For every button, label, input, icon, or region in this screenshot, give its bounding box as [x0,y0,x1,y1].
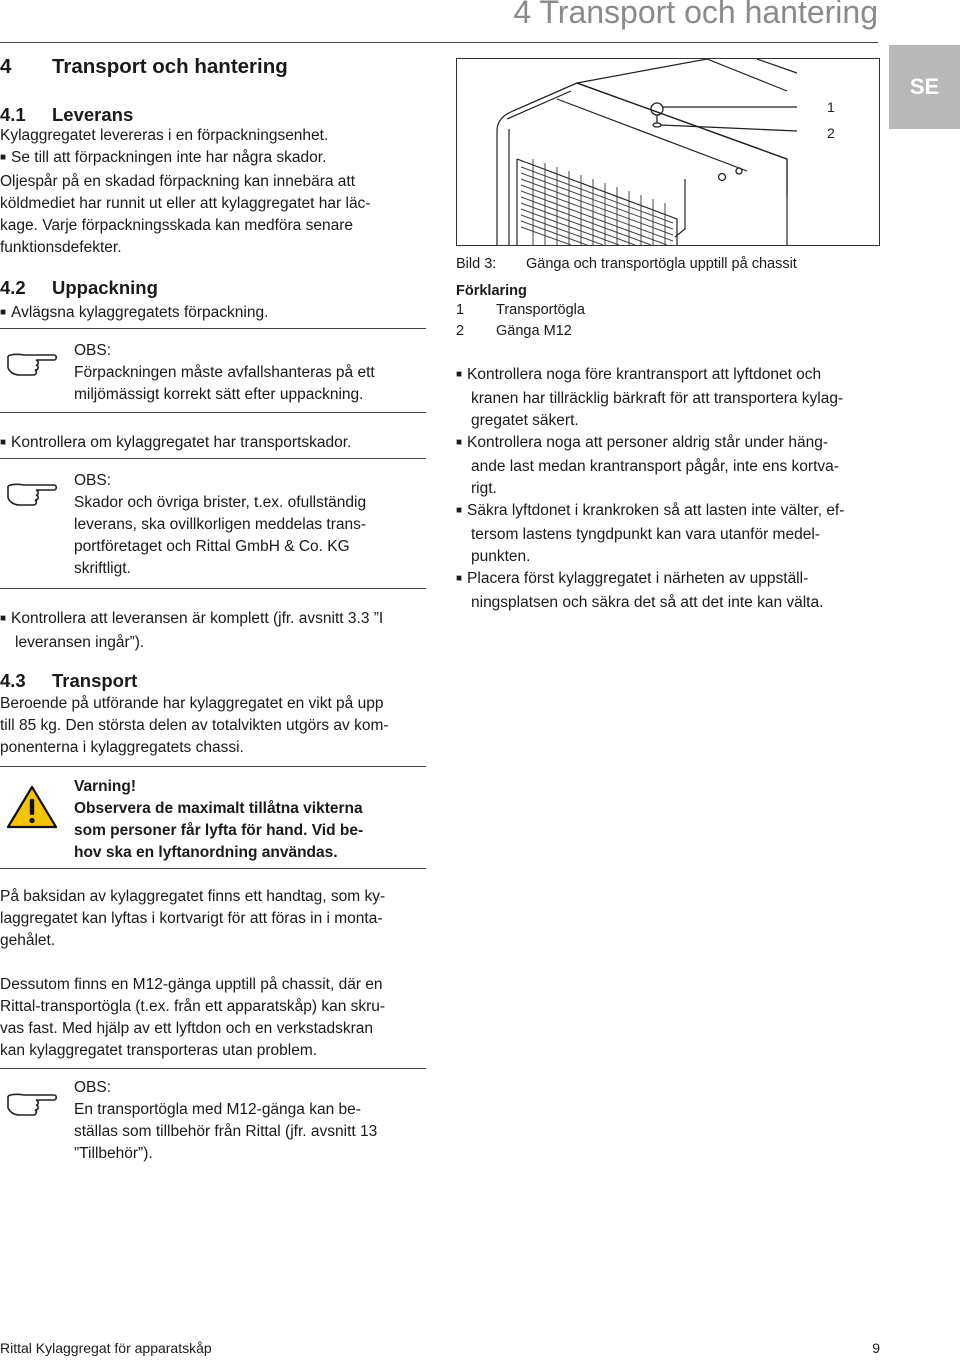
legend-title: Förklaring [456,283,527,299]
text-line: Dessutom finns en M12-gänga upptill på chassit, där en [0,976,383,993]
callout-2: 2 [827,125,835,141]
text-line: Beroende på utförande har kylaggregatet en vikt på upp [0,695,384,712]
text-line: gehålet. [0,932,56,949]
text-line: köldmediet har runnit ut eller att kylaggregatet har läc- [0,195,371,212]
note-line: En transportögla med M12-gänga kan be- [74,1101,361,1118]
legend-text: Gänga M12 [496,323,572,339]
pointing-hand-icon [6,476,58,508]
cooling-unit-illustration [457,59,880,246]
subsection-title: Transport [52,670,138,691]
subsection-heading-transport [0,670,137,692]
legend-list [456,300,585,342]
note-line: Förpackningen måste avfallshanteras på ett [74,364,375,381]
note-rule-top [0,1068,426,1069]
note-line: leverans, ska ovillkorligen meddelas trans- [74,516,367,533]
note-line: Skador och övriga brister, t.ex. ofullständig [74,494,367,511]
bullet-text: kranen har tillräcklig bärkraft för att transportera kylag- [471,390,844,407]
note-uppackning [74,340,375,406]
text-line: ponenterna i kylaggregatets chassi. [0,739,244,756]
note-transportogla [74,1077,377,1165]
note-line: ställas som tillbehör från Rittal (jfr. avsnitt 13 [74,1123,378,1140]
language-tab: SE [889,45,960,129]
note-rule-bottom [0,412,426,413]
text-line: kage. Varje förpackningsskada kan medföra senare [0,217,353,234]
note-line: skriftligt. [74,560,131,577]
bullet-text: Kontrollera att leveransen är komplett (jfr. avsnitt 3.3 ”I [11,610,384,627]
subsection-heading-uppackning [0,277,158,299]
note-rule-top [0,328,426,329]
pointing-hand-icon [6,346,58,378]
transport-paragraph [0,693,389,759]
text-line: laggregatet kan lyftas i kortvarigt för att föras in i monta- [0,910,383,927]
running-header: 4 Transport och hantering [513,0,878,30]
note-label: OBS: [74,342,112,359]
bullet-text: Se till att förpackningen inte har några skador. [11,149,327,166]
text-line: Rittal-transportögla (t.ex. från ett apparatskåp) kan skru- [0,998,386,1015]
warning-rule-top [0,766,426,767]
bullet-text: ningsplatsen och säkra det så att det inte kan välta. [471,594,824,611]
text-line: till 85 kg. Den största delen av totalvikten utgörs av kom- [0,717,389,734]
note-label: OBS: [74,1079,112,1096]
callout-1: 1 [827,99,835,115]
text-line: På baksidan av kylaggregatet finns ett handtag, som ky- [0,888,386,905]
text-line: funktionsdefekter. [0,239,122,256]
leverans-text [0,125,370,259]
legend-num: 2 [456,323,465,339]
bullet-text: Avlägsna kylaggregatets förpackning. [11,304,269,321]
warning-label: Varning! [74,778,137,795]
page-number: 9 [872,1340,880,1356]
right-bullets [456,364,844,614]
caption-label: Bild 3: [456,256,497,272]
caption-text: Gänga och transportögla upptill på chassit [526,256,797,272]
legend-item [456,300,585,321]
subsection-number: 4.3 [0,670,26,691]
subsection-title: Leverans [52,104,134,125]
handle-paragraph [0,886,385,952]
footer-title: Rittal Kylaggregat för apparatskåp [0,1340,212,1356]
text-line: vas fast. Med hjälp av ett lyftdon och en verkstadskran [0,1020,374,1037]
section-number: 4 [0,55,12,78]
note-line: portföretaget och Rittal GmbH & Co. KG [74,538,350,555]
bullet-text: leveransen ingår”). [15,634,145,651]
legend-item [456,321,585,342]
legend-num: 1 [456,302,465,318]
text-line: Kylaggregatet levereras i en förpackningsenhet. [0,127,329,144]
note-transportskador [74,470,366,580]
bullet-text: ■ Kontrollera noga att personer aldrig står under häng- [456,432,844,456]
header-rule [0,42,878,43]
section-heading [0,55,288,79]
section-title: Transport och hantering [52,55,288,78]
warning-triangle-icon [6,783,58,831]
bullet-text: ande last medan krantransport pågår, inte ens kortva- [471,458,839,475]
bullet-text: ■ Placera först kylaggregatet i närheten av uppställ- [456,568,844,592]
note-rule-bottom [0,588,426,589]
subsection-heading-leverans [0,104,133,126]
bullet-text: tersom lastens tyngdpunkt kan vara utanför medel- [471,526,820,543]
bullet-item [0,432,351,456]
warning-line: Observera de maximalt tillåtna vikterna [74,800,363,817]
text-line: kan kylaggregatet transporteras utan problem. [0,1042,318,1059]
bullet-text: Kontrollera om kylaggregatet har transportskador. [11,434,352,451]
subsection-number: 4.2 [0,277,26,298]
warning-rule-bottom [0,868,426,869]
note-line: miljömässigt korrekt sätt efter uppackning. [74,386,364,403]
note-rule-top [0,458,426,459]
bullet-text: punkten. [471,548,531,565]
warning-block [74,776,363,864]
bullet-text: ■ Säkra lyftdonet i krankroken så att lasten inte välter, ef- [456,500,844,524]
figure-caption [456,254,797,275]
warning-line: hov ska en lyftanordning användas. [74,844,338,861]
pointing-hand-icon [6,1086,58,1118]
warning-line: som personer får lyfta för hand. Vid be- [74,822,364,839]
thread-paragraph [0,974,385,1062]
note-line: ”Tillbehör”). [74,1145,153,1162]
bullet-text: rigt. [471,480,497,497]
figure-frame [456,58,880,246]
bullet-item [0,608,383,654]
bullet-item [0,302,268,326]
bullet-item [0,147,370,171]
subsection-title: Uppackning [52,277,158,298]
note-label: OBS: [74,472,112,489]
legend-text: Transportögla [496,302,585,318]
bullet-text: gregatet säkert. [471,412,579,429]
text-line: Oljespår på en skadad förpackning kan innebära att [0,173,356,190]
subsection-number: 4.1 [0,104,26,125]
bullet-text: ■ Kontrollera noga före krantransport att lyftdonet och [456,364,844,388]
